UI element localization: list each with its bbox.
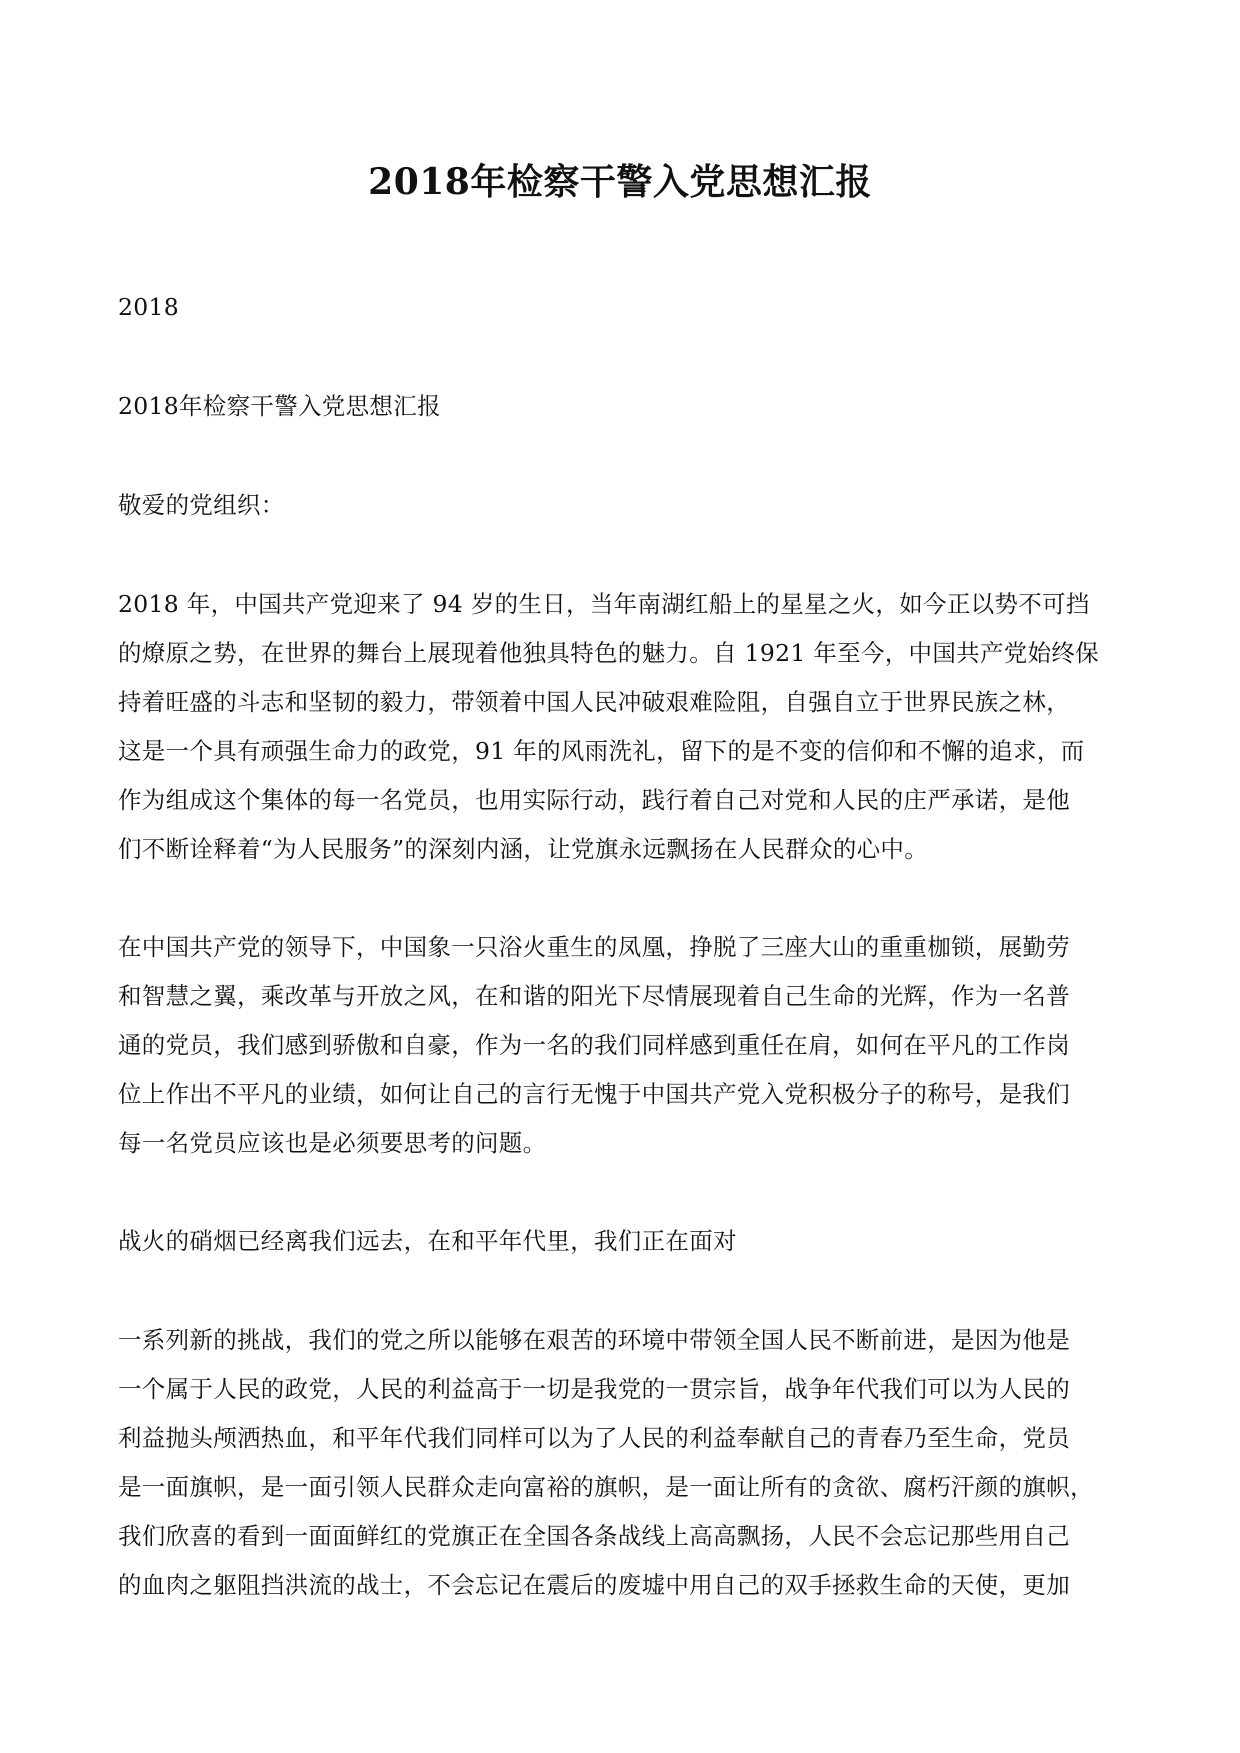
text-line: 位上作出不平凡的业绩，如何让自己的言行无愧于中国共产党入党积极分子的称号，是我们 xyxy=(118,1080,1070,1108)
paragraph-3 xyxy=(118,1217,1128,1266)
document-title: 2018年检察干警入党思想汇报 xyxy=(368,161,872,203)
paragraph-2 xyxy=(118,923,1128,1168)
text-line: 和智慧之翼，乘改革与开放之风，在和谐的阳光下尽情展现着自己生命的光辉，作为一名普 xyxy=(118,982,1070,1010)
text-line: 2018 xyxy=(118,293,180,321)
text-line: 敬爱的党组织： xyxy=(118,491,285,519)
text-line: 的燎原之势，在世界的舞台上展现着他独具特色的魅力。自 1921 年至今，中国共产党始终保 xyxy=(118,639,1099,667)
text-line: 一系列新的挑战，我们的党之所以能够在艰苦的环境中带领全国人民不断前进，是因为他是 xyxy=(118,1326,1070,1354)
text-line: 通的党员，我们感到骄傲和自豪，作为一名的我们同样感到重任在肩，如何在平凡的工作岗 xyxy=(118,1031,1070,1059)
subtitle-line xyxy=(118,382,1128,431)
text-line: 利益抛头颅洒热血，和平年代我们同样可以为了人民的利益奉献自己的青春乃至生命，党员 xyxy=(118,1424,1070,1452)
text-line: 我们欣喜的看到一面面鲜红的党旗正在全国各条战线上高高飘扬，人民不会忘记那些用自己 xyxy=(118,1522,1070,1550)
text-line: 2018 年，中国共产党迎来了 94 岁的生日，当年南湖红船上的星星之火，如今正以势不可挡 xyxy=(118,590,1090,618)
text-line: 战火的硝烟已经离我们远去，在和平年代里，我们正在面对 xyxy=(118,1227,737,1255)
text-line: 每一名党员应该也是必须要思考的问题。 xyxy=(118,1129,547,1157)
text-line: 们不断诠释着“为人民服务”的深刻内涵，让党旗永远飘扬在人民群众的心中。 xyxy=(118,835,929,863)
year-line xyxy=(118,283,1128,332)
text-line: 这是一个具有顽强生命力的政党，91 年的风雨洗礼，留下的是不变的信仰和不懈的追求，而 xyxy=(118,737,1085,765)
text-line: 是一面旗帜，是一面引领人民群众走向富裕的旗帜，是一面让所有的贪欲、腐朽汗颜的旗帜， xyxy=(118,1473,1094,1501)
text-line: 的血肉之躯阻挡洪流的战士，不会忘记在震后的废墟中用自己的双手拯救生命的天使，更加 xyxy=(118,1571,1070,1599)
text-line: 一个属于人民的政党，人民的利益高于一切是我党的一贯宗旨，战争年代我们可以为人民的 xyxy=(118,1375,1070,1403)
text-line: 在中国共产党的领导下，中国象一只浴火重生的凤凰，挣脱了三座大山的重重枷锁，展勤劳 xyxy=(118,933,1070,961)
salutation xyxy=(118,481,1128,530)
text-line: 2018年检察干警入党思想汇报 xyxy=(118,392,441,420)
paragraph-4 xyxy=(118,1316,1128,1610)
text-line: 持着旺盛的斗志和坚韧的毅力，带领着中国人民冲破艰难险阻，自强自立于世界民族之林， xyxy=(118,688,1070,716)
text-line: 作为组成这个集体的每一名党员，也用实际行动，践行着自己对党和人民的庄严承诺，是他 xyxy=(118,786,1070,814)
paragraph-1 xyxy=(118,580,1128,874)
